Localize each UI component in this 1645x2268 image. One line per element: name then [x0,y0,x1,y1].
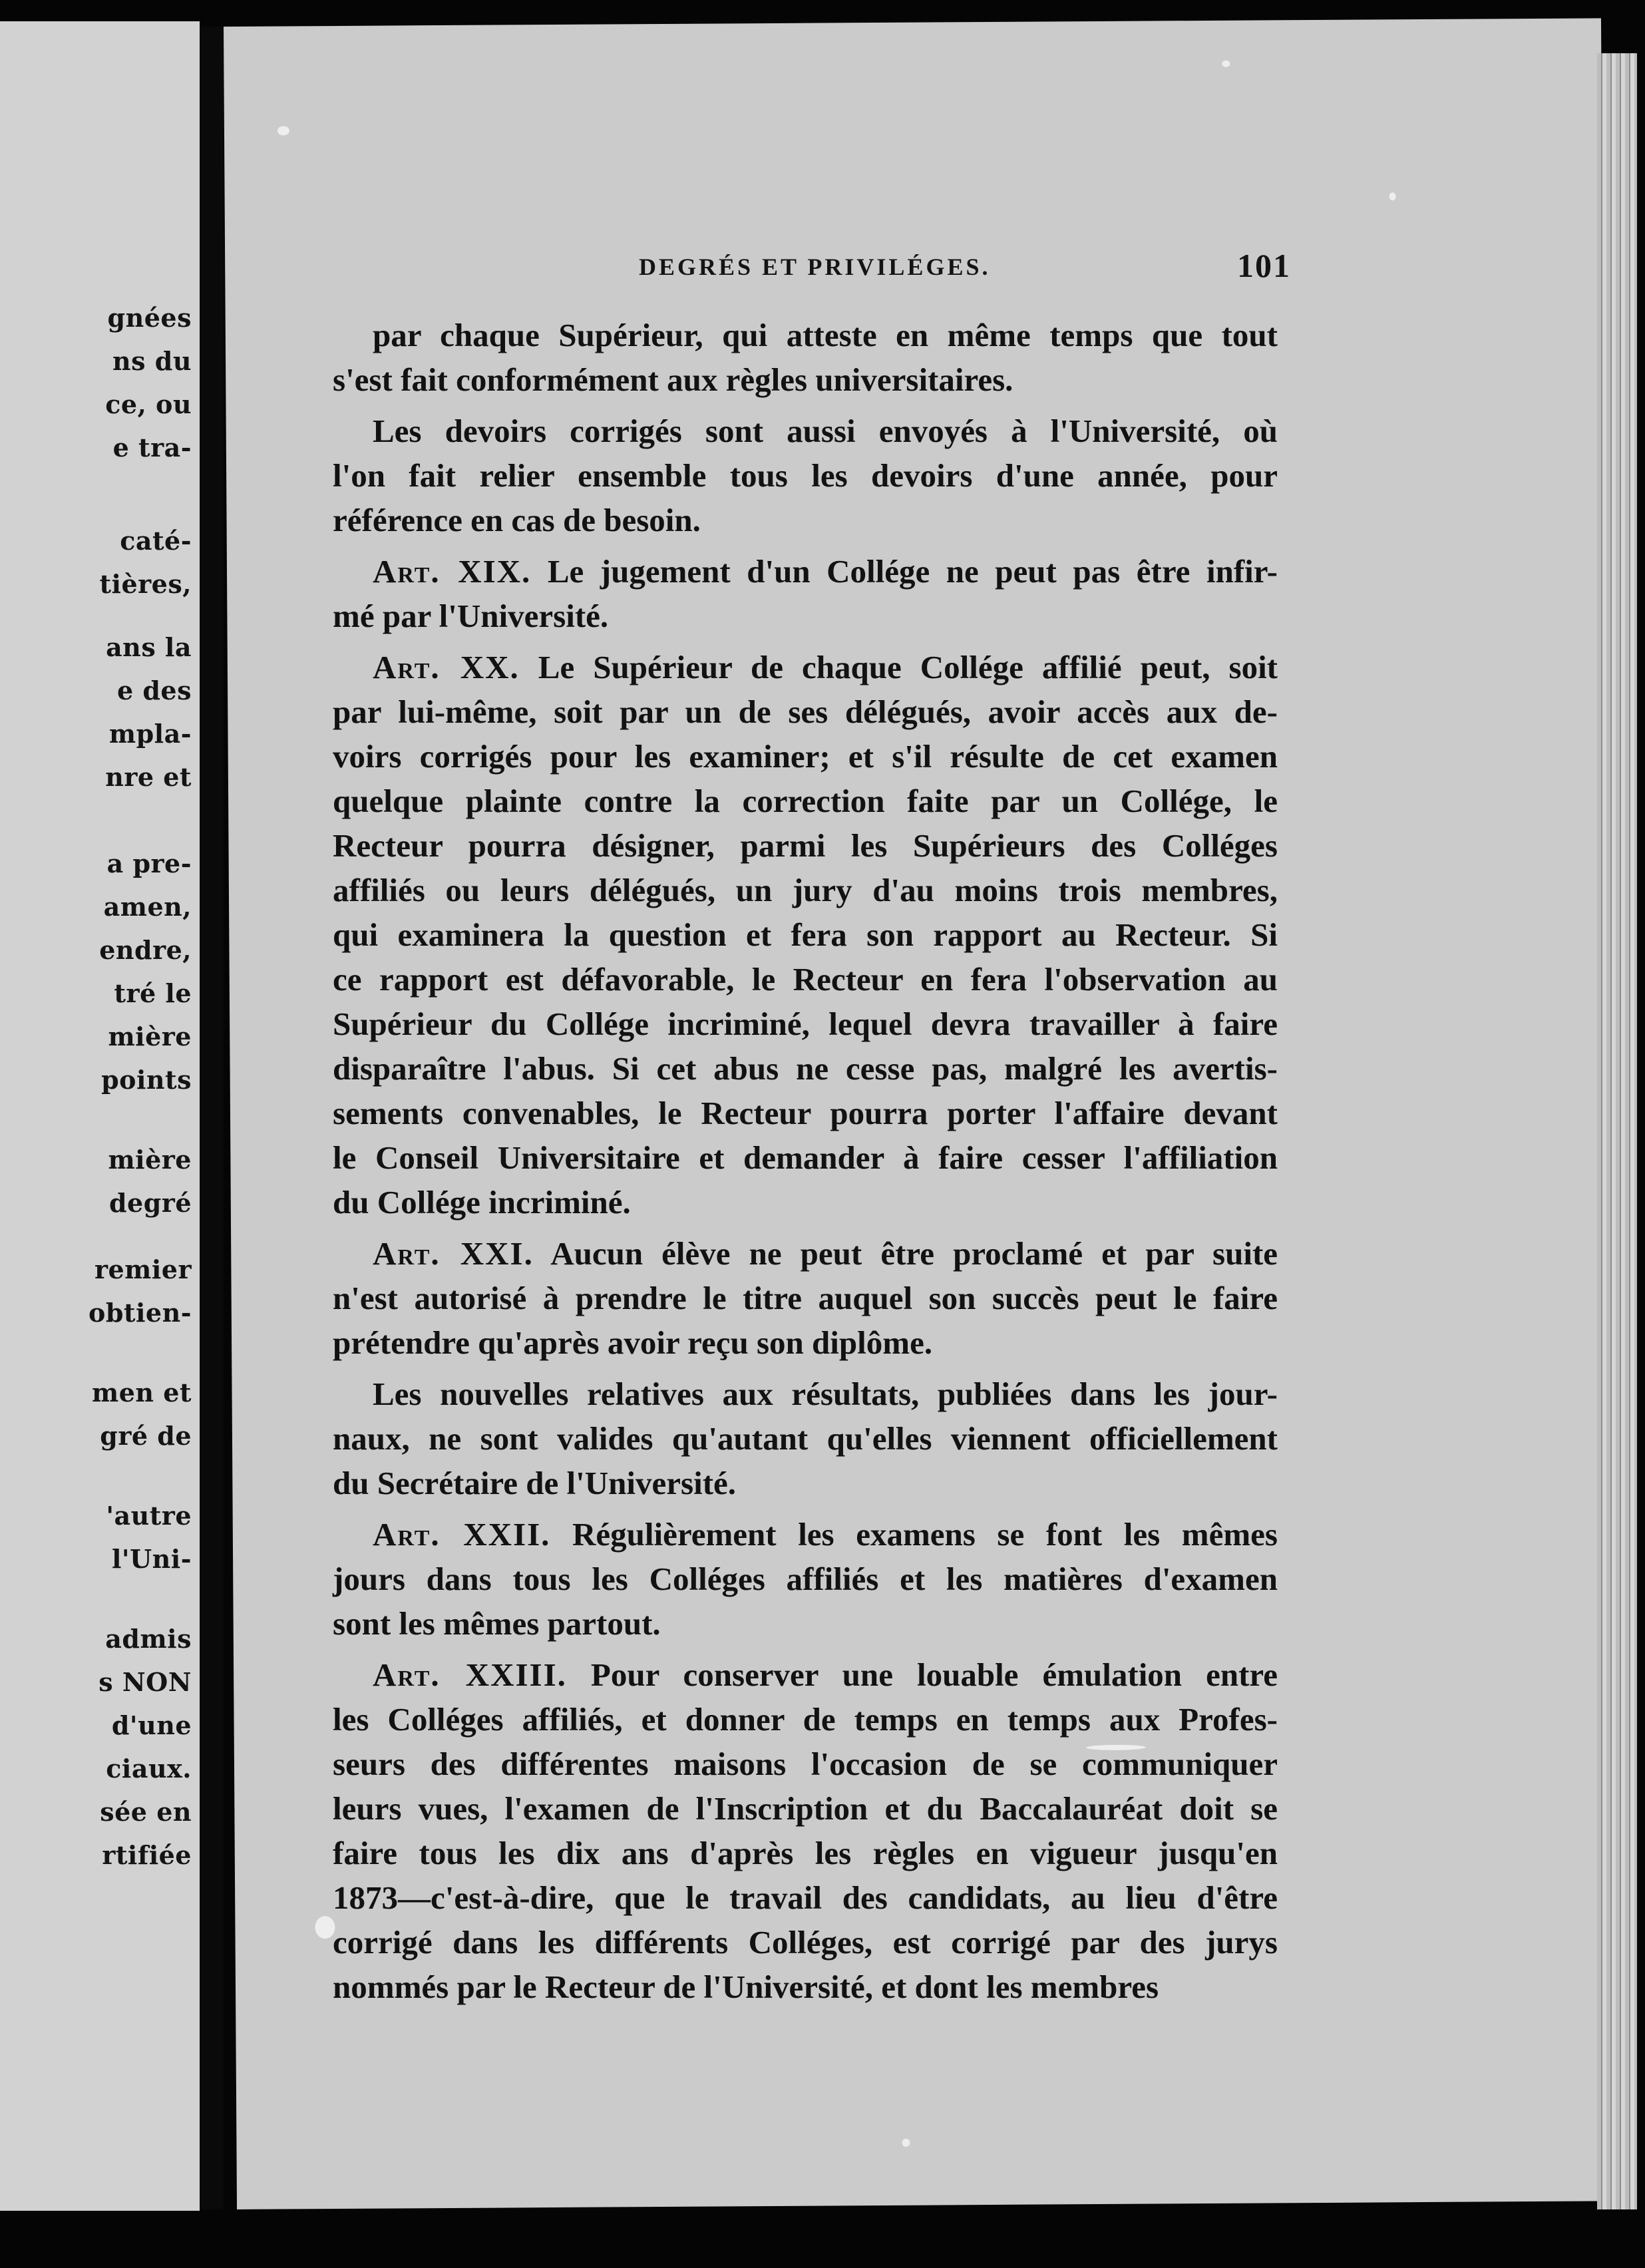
line-text: sont les mêmes partout. [333,1605,661,1642]
left-page-fragment: tré le [114,978,192,1008]
left-page-fragment: caté- [120,526,192,556]
left-page-fragment: tières, [99,569,192,599]
line-text: Les devoirs corrigés sont aussi envoyés à l'Université, où [373,413,1278,449]
paragraph [333,409,1278,542]
text-line [333,1372,1278,1416]
text-line [333,1786,1278,1831]
text-line [333,594,1278,638]
left-page-fragment: d'une [111,1710,192,1740]
left-page-fragment: obtien- [89,1298,192,1328]
article-label: Art. XXII. [373,1516,551,1553]
left-page-fragment: mpla- [108,719,192,749]
text-line [333,1697,1278,1742]
text-line [333,689,1278,734]
left-page-fragment: ans la [106,632,192,662]
left-page-fragment: ciaux. [106,1754,192,1784]
paragraph [333,645,1278,1225]
line-text: ce rapport est défavorable, le Recteur en fera l'observation au [333,961,1278,998]
left-page-fragment: sée en [100,1797,192,1827]
text-line [333,1512,1278,1557]
left-page-fragment: amen, [103,892,192,922]
text-line [333,823,1278,868]
text-line [333,734,1278,779]
text-line [333,1461,1278,1505]
text-line [333,409,1278,453]
left-page-fragment: e tra- [112,433,192,463]
left-page-fragment: men et [92,1378,192,1408]
left-page-fragment: 'autre [106,1501,192,1531]
article-label: Art. XX. [373,649,520,685]
line-text: Recteur pourra désigner, parmi les Supérieurs des Colléges [333,827,1278,864]
line-text: seurs des différentes maisons l'occasion de se communiquer [333,1746,1278,1782]
text-line [333,1276,1278,1320]
line-text: le Conseil Universitaire et demander à faire cesser l'affiliation [333,1139,1278,1176]
line-text: Supérieur du Collége incriminé, lequel devra travailler à faire [333,1006,1278,1042]
text-line [333,1965,1278,2009]
text-line [333,1180,1278,1225]
text-line [333,912,1278,957]
running-head-title: DEGRÉS ET PRIVILÉGES. [639,254,991,280]
left-page-fragment: a pre- [106,849,192,878]
line-text: du Collége incriminé. [333,1184,631,1221]
left-page-fragment: gré de [100,1421,192,1451]
text-line [333,1652,1278,1697]
line-text: leurs vues, l'examen de l'Inscription et du Baccalauréat doit se [333,1790,1278,1827]
left-page-fragment: endre, [99,935,192,965]
paragraph [333,313,1278,402]
line-text: Pour conserver une louable émulation entre [566,1656,1278,1693]
text-line [333,957,1278,1002]
text-line [333,498,1278,542]
line-text: Le jugement d'un Collége ne peut pas être infir- [531,553,1278,590]
text-line [333,1416,1278,1461]
text-line [333,1557,1278,1601]
page-number: 101 [1237,247,1291,284]
text-line [333,1046,1278,1091]
line-text: jours dans tous les Colléges affiliés et les matières d'examen [333,1561,1278,1597]
text-line [333,1742,1278,1786]
left-page [0,21,200,2211]
left-page-fragment: nre et [105,762,192,792]
text-line [333,1135,1278,1180]
line-text: prétendre qu'après avoir reçu son diplôme. [333,1324,933,1361]
text-line [333,1320,1278,1365]
line-text: naux, ne sont valides qu'autant qu'elles viennent officiellement [333,1420,1278,1457]
text-line [333,549,1278,594]
line-text: mé par l'Université. [333,598,609,634]
line-text: par chaque Supérieur, qui atteste en même temps que tout [373,317,1278,353]
line-text: s'est fait conformément aux règles universitaires. [333,361,1013,398]
paragraph [333,549,1278,638]
left-page-fragment: s NON [98,1667,192,1697]
line-text: corrigé dans les différents Colléges, est corrigé par des jurys [333,1924,1278,1961]
line-text: disparaître l'abus. Si cet abus ne cesse pas, malgré les avertis- [333,1050,1278,1087]
line-text: les Colléges affiliés, et donner de temps en temps aux Profes- [333,1701,1278,1738]
left-page-fragment: points [101,1065,192,1095]
line-text: Le Supérieur de chaque Collége affilié peut, soit [519,649,1278,685]
paragraph [333,1372,1278,1505]
left-page-fragment: remier [94,1254,192,1284]
text-line [333,1091,1278,1135]
text-line [333,1601,1278,1646]
left-page-fragment: rtifiée [102,1840,192,1870]
page-edge-stack [1597,53,1637,2209]
text-line [333,1002,1278,1046]
line-text: voirs corrigés pour les examiner; et s'il résulte de cet examen [333,738,1278,775]
text-line [333,1875,1278,1920]
article-label: Art. XXIII. [373,1656,567,1693]
left-page-fragment: l'Uni- [111,1544,192,1574]
text-line [333,357,1278,402]
article-label: Art. XIX. [373,553,532,590]
text-line [333,645,1278,689]
line-text: quelque plainte contre la correction faite par un Collége, le [333,783,1278,819]
line-text: par lui-même, soit par un de ses délégués, avoir accès aux de- [333,693,1278,730]
left-page-fragment: gnées [107,303,192,333]
paragraph [333,1512,1278,1646]
line-text: Les nouvelles relatives aux résultats, publiées dans les jour- [373,1376,1278,1412]
text-line [333,1920,1278,1965]
line-text: n'est autorisé à prendre le titre auquel son succès peut le faire [333,1280,1278,1316]
line-text: 1873—c'est-à-dire, que le travail des candidats, au lieu d'être [333,1879,1278,1916]
text-line [333,313,1278,357]
line-text: nommés par le Recteur de l'Université, et dont les membres [333,1969,1159,2005]
line-text: affiliés ou leurs délégués, un jury d'au moins trois membres, [333,872,1278,908]
body-text [333,313,1278,2009]
line-text: Régulièrement les examens se font les mêmes [550,1516,1278,1553]
line-text: référence en cas de besoin. [333,502,701,538]
left-page-fragment: admis [105,1624,192,1654]
line-text: Aucun élève ne peut être proclamé et par suite [533,1235,1278,1272]
text-line [333,1831,1278,1875]
left-page-fragment: mière [108,1145,192,1175]
left-page-fragment: e des [116,675,192,705]
left-page-fragment: mière [108,1022,192,1051]
line-text: qui examinera la question et fera son rapport au Recteur. Si [333,916,1278,953]
paragraph [333,1231,1278,1365]
left-page-fragment: ce, ou [105,389,192,419]
line-text: du Secrétaire de l'Université. [333,1465,737,1501]
left-page-fragment: degré [108,1188,192,1218]
text-line [333,779,1278,823]
book-gutter [200,27,224,2209]
article-label: Art. XXI. [373,1235,534,1272]
left-page-fragment: ns du [112,346,192,376]
text-line [333,453,1278,498]
line-text: l'on fait relier ensemble tous les devoirs d'une année, pour [333,457,1278,494]
line-text: faire tous les dix ans d'après les règles en vigueur jusqu'en [333,1835,1278,1871]
text-line [333,868,1278,912]
paragraph [333,1652,1278,2009]
line-text: sements convenables, le Recteur pourra porter l'affaire devant [333,1095,1278,1131]
text-line [333,1231,1278,1276]
